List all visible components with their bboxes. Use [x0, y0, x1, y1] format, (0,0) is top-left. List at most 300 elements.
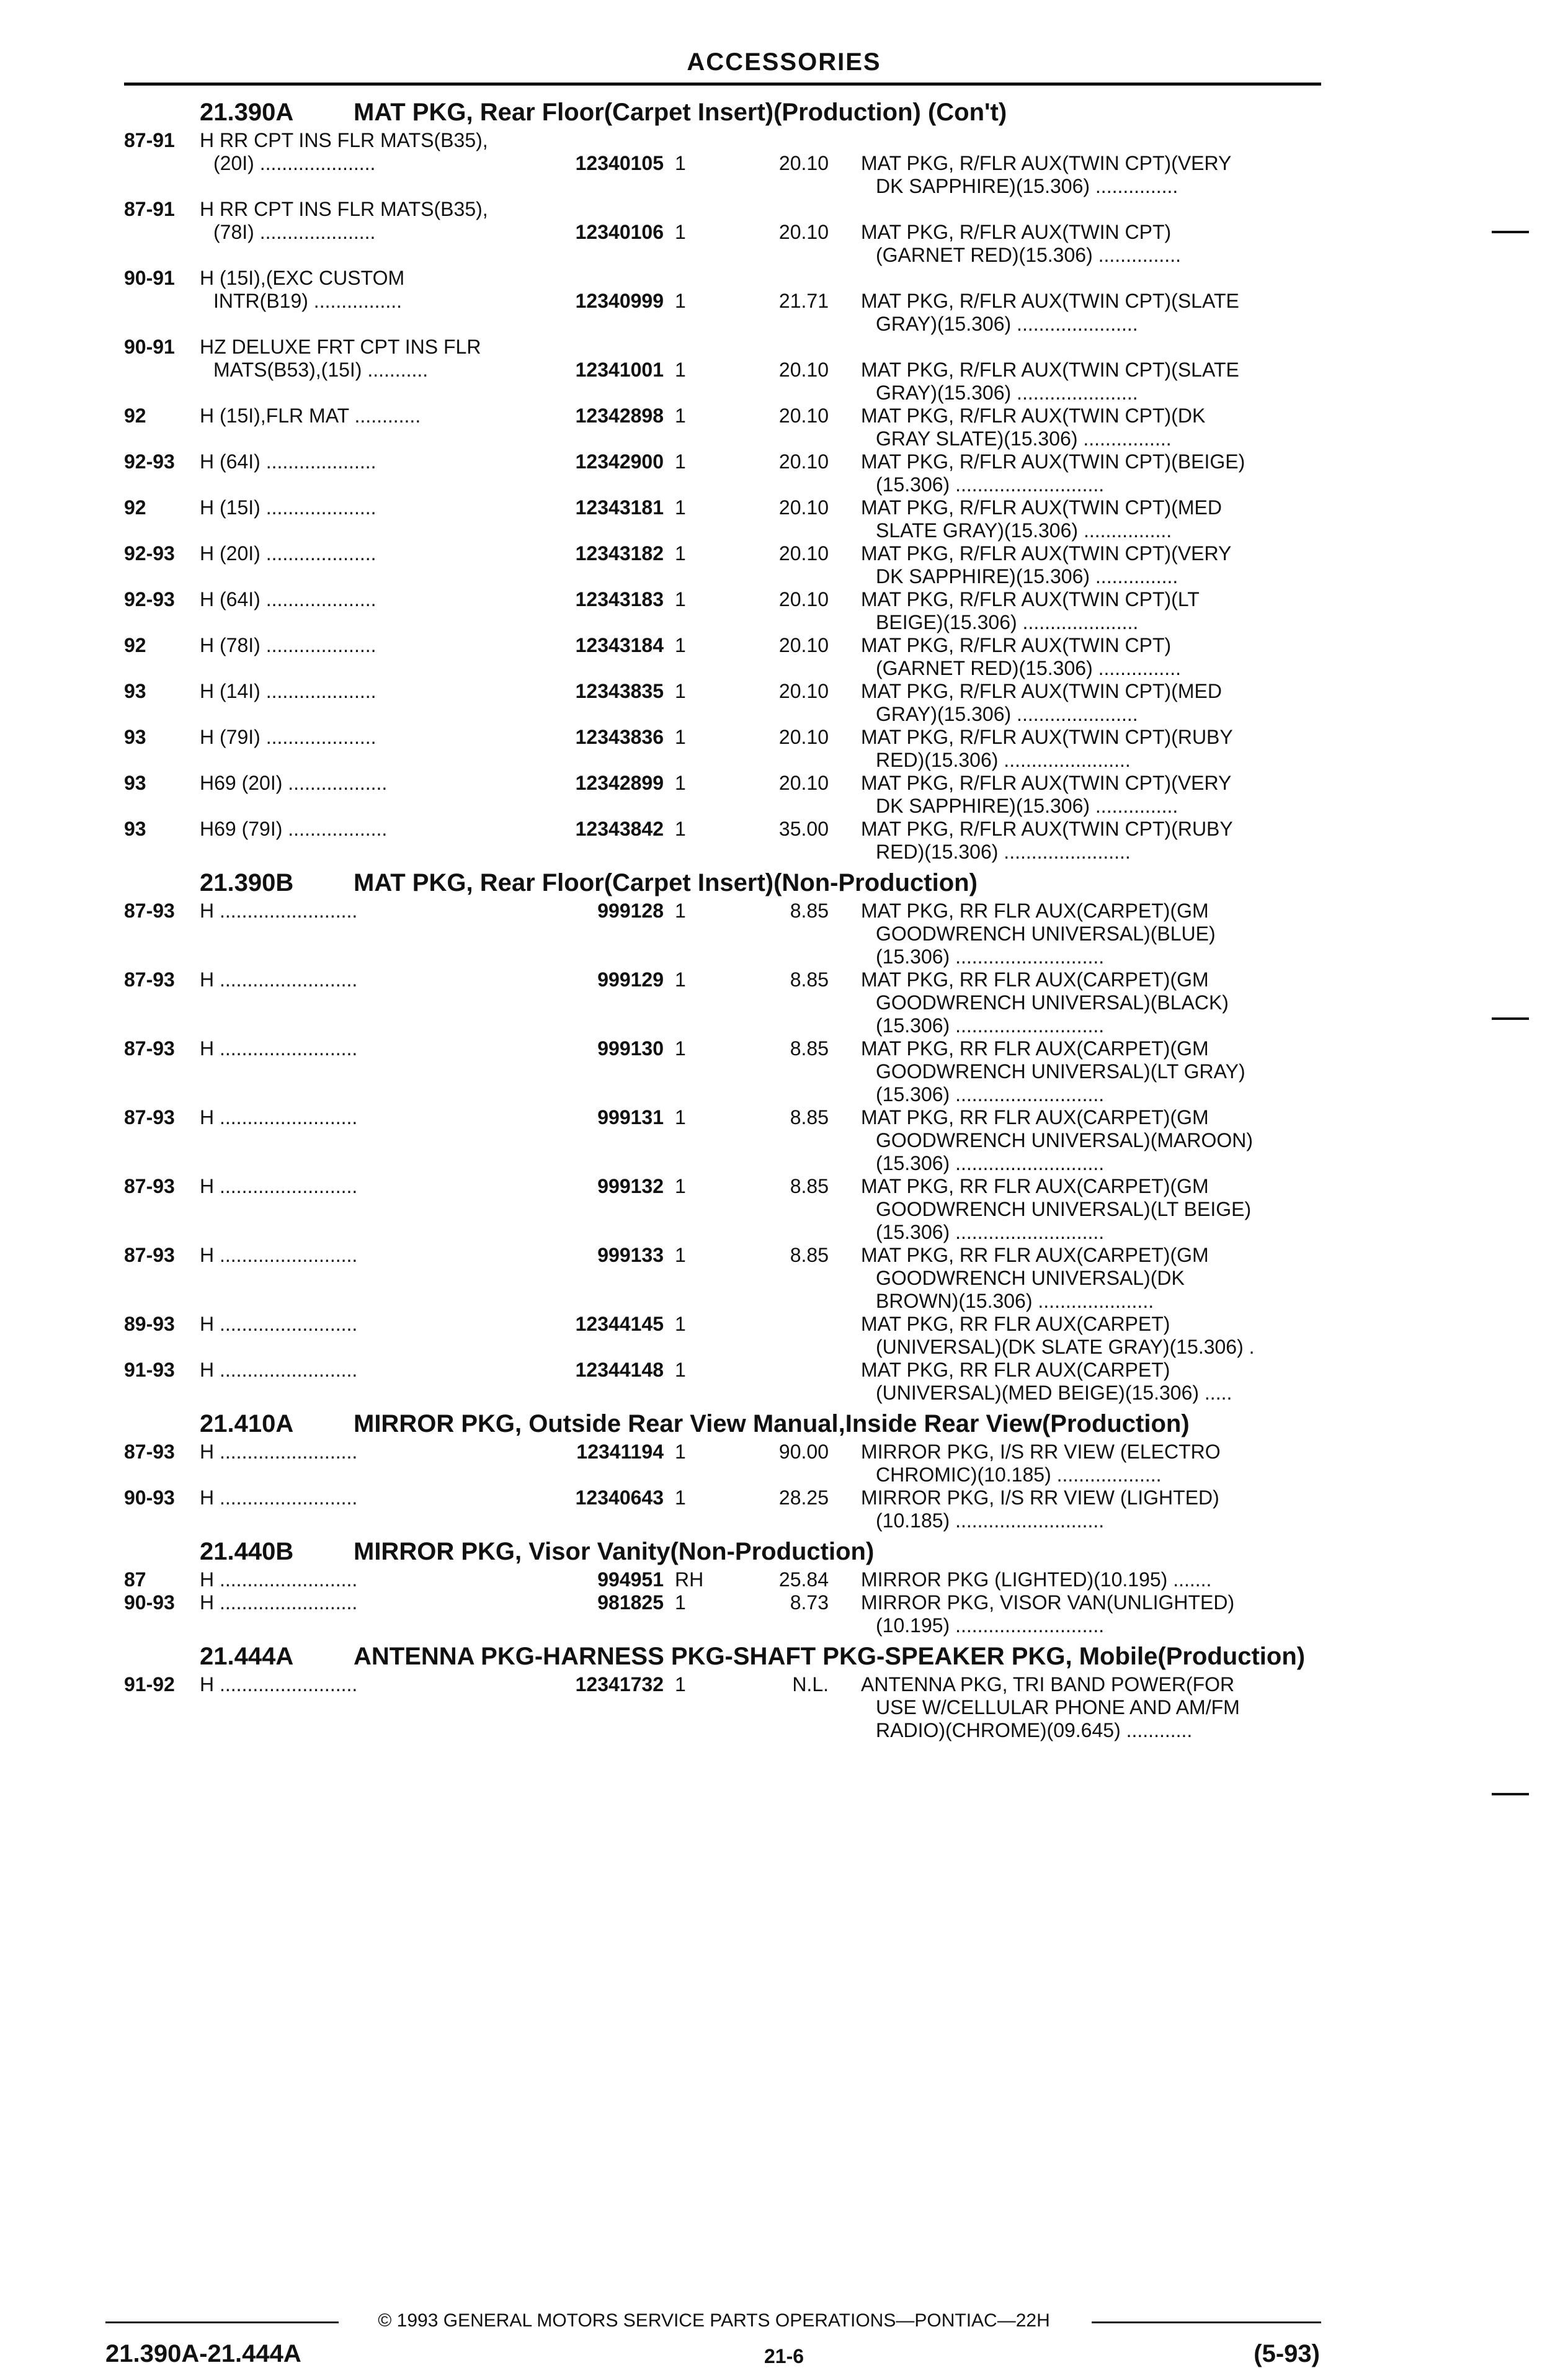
- list-price: 20.10: [778, 726, 829, 748]
- list-price: 8.85: [790, 900, 829, 922]
- part-name-line-2: (GARNET RED)(15.306) ...............: [876, 657, 1181, 679]
- part-name-line-1: MAT PKG, R/FLR AUX(TWIN CPT)(RUBY: [861, 726, 1233, 748]
- table-row: [0, 900, 1568, 968]
- quantity: 1: [675, 1591, 686, 1614]
- part-name-line-3: (15.306) ...........................: [876, 1083, 1105, 1106]
- part-name-line-2: (UNIVERSAL)(DK SLATE GRAY)(15.306) .: [876, 1336, 1255, 1358]
- part-name-line-1: MAT PKG, R/FLR AUX(TWIN CPT)(BEIGE): [861, 450, 1245, 473]
- part-name-line-1: MAT PKG, R/FLR AUX(TWIN CPT)(VERY: [861, 542, 1232, 565]
- list-price: 20.10: [778, 152, 829, 174]
- description-line-1: H RR CPT INS FLR MATS(B35),: [200, 129, 488, 151]
- quantity: 1: [675, 1244, 686, 1266]
- description-line-1: H .........................: [200, 1313, 358, 1335]
- part-name-line-2: GRAY SLATE)(15.306) ................: [876, 427, 1172, 450]
- part-name: [861, 1106, 1320, 1175]
- description-line-2: INTR(B19) ................: [213, 290, 403, 312]
- model-years: 87-91: [124, 198, 175, 220]
- part-name: [861, 1313, 1320, 1359]
- model-years: 93: [124, 772, 146, 794]
- quantity: 1: [675, 152, 686, 174]
- section-code: 21.390B: [200, 869, 294, 896]
- model-years: 90-91: [124, 336, 175, 358]
- table-row: [0, 1673, 1568, 1742]
- part-name-line-2: RED)(15.306) .......................: [876, 841, 1131, 863]
- section-header: [0, 1637, 1568, 1673]
- part-name-line-1: MAT PKG, R/FLR AUX(TWIN CPT)(SLATE: [861, 359, 1239, 381]
- part-number: 999128: [597, 900, 664, 922]
- margin-tick: [1492, 1793, 1529, 1795]
- part-name-line-2: (10.185) ...........................: [876, 1509, 1105, 1532]
- model-years: 90-93: [124, 1486, 175, 1509]
- list-price: 20.10: [778, 542, 829, 565]
- list-price: 28.25: [778, 1486, 829, 1509]
- part-number: 12340106: [575, 221, 664, 243]
- part-name-line-1: MAT PKG, RR FLR AUX(CARPET)(GM: [861, 1244, 1209, 1266]
- quantity: 1: [675, 900, 686, 922]
- part-name: [861, 680, 1320, 726]
- part-number: 12342899: [575, 772, 664, 794]
- list-price: 8.85: [790, 1037, 829, 1060]
- list-price: 20.10: [778, 634, 829, 656]
- section-title: MIRROR PKG, Visor Vanity(Non-Production): [354, 1538, 875, 1565]
- description-line-1: H RR CPT INS FLR MATS(B35),: [200, 198, 488, 220]
- model-years: 93: [124, 818, 146, 840]
- quantity: 1: [675, 290, 686, 312]
- list-price: 25.84: [778, 1568, 829, 1591]
- footer-page-number: 21-6: [764, 2345, 804, 2367]
- part-number: 12340105: [575, 152, 664, 174]
- section-header: [0, 1532, 1568, 1568]
- description: [200, 129, 535, 175]
- part-name: [861, 1037, 1320, 1106]
- description-line-1: H .........................: [200, 1591, 358, 1614]
- description-line-1: H (15I),(EXC CUSTOM: [200, 267, 405, 289]
- part-name-line-1: MAT PKG, R/FLR AUX(TWIN CPT)(LT: [861, 588, 1200, 610]
- description-line-1: H69 (20I) ..................: [200, 772, 388, 794]
- part-name: [861, 1441, 1320, 1486]
- description-line-1: H (15I),FLR MAT ............: [200, 404, 421, 427]
- table-row: [0, 1591, 1568, 1637]
- description-line-1: H .........................: [200, 1359, 358, 1381]
- part-name: [861, 900, 1320, 968]
- description-line-1: H .........................: [200, 1244, 358, 1266]
- description: [200, 680, 535, 703]
- description-line-2: (78I) .....................: [213, 221, 376, 243]
- part-name: [861, 152, 1320, 198]
- list-price: 20.10: [778, 404, 829, 427]
- part-number: 12342900: [575, 450, 664, 473]
- section-code: 21.390A: [200, 99, 294, 126]
- quantity: 1: [675, 542, 686, 565]
- description-line-1: H .........................: [200, 1673, 358, 1696]
- part-name: [861, 1359, 1320, 1405]
- part-name: [861, 542, 1320, 588]
- part-name-line-1: MAT PKG, RR FLR AUX(CARPET): [861, 1313, 1170, 1335]
- part-name: [861, 726, 1320, 772]
- table-row: [0, 1313, 1568, 1359]
- part-name-line-1: MAT PKG, RR FLR AUX(CARPET)(GM: [861, 1037, 1209, 1060]
- part-number: 12343835: [575, 680, 664, 702]
- list-price: 8.73: [790, 1591, 829, 1614]
- description: [200, 450, 535, 473]
- part-name-line-3: (15.306) ...........................: [876, 1221, 1105, 1243]
- part-name: [861, 1673, 1320, 1742]
- footer-rule-left: [105, 2321, 339, 2323]
- model-years: 93: [124, 726, 146, 748]
- description-line-1: H .........................: [200, 968, 358, 991]
- table-row: [0, 1441, 1568, 1486]
- part-name-line-2: (10.195) ...........................: [876, 1614, 1105, 1637]
- part-name: [861, 588, 1320, 634]
- section-title: MAT PKG, Rear Floor(Carpet Insert)(Non-Production): [354, 869, 978, 896]
- part-number: 12343184: [575, 634, 664, 656]
- list-price: 20.10: [778, 496, 829, 519]
- description-line-1: H (79I) ....................: [200, 726, 376, 748]
- description-line-1: H (20I) ....................: [200, 542, 376, 565]
- part-number: 999130: [597, 1037, 664, 1060]
- table-row: [0, 404, 1568, 450]
- part-name-line-1: MAT PKG, R/FLR AUX(TWIN CPT): [861, 221, 1172, 243]
- list-price: 20.10: [778, 450, 829, 473]
- section-2: [0, 1405, 1568, 1532]
- list-price: 8.85: [790, 1244, 829, 1266]
- part-name-line-1: MAT PKG, R/FLR AUX(TWIN CPT)(VERY: [861, 152, 1232, 174]
- model-years: 87-93: [124, 968, 175, 991]
- part-number: 12340999: [575, 290, 664, 312]
- table-row: [0, 1568, 1568, 1591]
- footer-rule-right: [1092, 2321, 1321, 2323]
- catalog-sections: [0, 93, 1568, 1742]
- part-name-line-1: MAT PKG, RR FLR AUX(CARPET)(GM: [861, 968, 1209, 991]
- margin-tick: [1492, 231, 1529, 233]
- section-code: 21.444A: [200, 1643, 294, 1670]
- description: [200, 542, 535, 565]
- part-name: [861, 221, 1320, 267]
- description-line-2: (20I) .....................: [213, 152, 376, 174]
- part-number: 994951: [597, 1568, 664, 1591]
- part-number: 12344145: [575, 1313, 664, 1335]
- model-years: 92: [124, 634, 146, 656]
- part-name-line-3: RADIO)(CHROME)(09.645) ............: [876, 1719, 1193, 1741]
- part-name: [861, 968, 1320, 1037]
- table-row: [0, 198, 1568, 267]
- quantity: 1: [675, 450, 686, 473]
- model-years: 89-93: [124, 1313, 175, 1335]
- model-years: 87-93: [124, 1441, 175, 1463]
- section-header: [0, 1405, 1568, 1441]
- description: [200, 404, 535, 427]
- model-years: 92: [124, 404, 146, 427]
- model-years: 90-91: [124, 267, 175, 289]
- part-name-line-2: CHROMIC)(10.185) ...................: [876, 1463, 1162, 1486]
- description-line-1: H .........................: [200, 1441, 358, 1463]
- part-name-line-2: GRAY)(15.306) ......................: [876, 382, 1138, 404]
- description: [200, 818, 535, 841]
- list-price: 8.85: [790, 1106, 829, 1128]
- part-name-line-2: GOODWRENCH UNIVERSAL)(LT BEIGE): [876, 1198, 1252, 1220]
- table-row: [0, 968, 1568, 1037]
- table-row: [0, 726, 1568, 772]
- top-rule: [124, 83, 1321, 86]
- list-price: N.L.: [792, 1673, 829, 1696]
- description: [200, 968, 535, 991]
- model-years: 92-93: [124, 450, 175, 473]
- description-line-1: H (78I) ....................: [200, 634, 376, 656]
- quantity: 1: [675, 1359, 686, 1381]
- model-years: 87-93: [124, 900, 175, 922]
- quantity: RH: [675, 1568, 704, 1591]
- part-name-line-2: BEIGE)(15.306) .....................: [876, 611, 1139, 633]
- table-row: [0, 496, 1568, 542]
- part-name-line-1: MAT PKG, R/FLR AUX(TWIN CPT)(MED: [861, 680, 1222, 702]
- page-title: ACCESSORIES: [687, 48, 881, 76]
- quantity: 1: [675, 221, 686, 243]
- model-years: 92-93: [124, 588, 175, 610]
- part-name: [861, 772, 1320, 818]
- description: [200, 198, 535, 244]
- quantity: 1: [675, 1175, 686, 1197]
- model-years: 91-93: [124, 1359, 175, 1381]
- description-line-1: H .........................: [200, 1175, 358, 1197]
- part-name-line-3: (15.306) ...........................: [876, 1152, 1105, 1174]
- section-0: [0, 93, 1568, 864]
- list-price: 35.00: [778, 818, 829, 840]
- model-years: 92-93: [124, 542, 175, 565]
- part-name-line-3: (15.306) ...........................: [876, 1014, 1105, 1037]
- part-name: [861, 1568, 1320, 1591]
- description-line-1: H (14I) ....................: [200, 680, 376, 702]
- part-number: 999129: [597, 968, 664, 991]
- quantity: 1: [675, 1037, 686, 1060]
- part-name-line-2: USE W/CELLULAR PHONE AND AM/FM: [876, 1696, 1240, 1718]
- footer-date: (5-93): [1254, 2340, 1320, 2367]
- description-line-1: H .........................: [200, 1106, 358, 1128]
- description: [200, 267, 535, 313]
- part-name-line-1: MIRROR PKG, I/S RR VIEW (ELECTRO: [861, 1441, 1221, 1463]
- quantity: 1: [675, 1106, 686, 1128]
- description-line-2: MATS(B53),(15I) ...........: [213, 359, 429, 381]
- part-name: [861, 1244, 1320, 1313]
- list-price: 90.00: [778, 1441, 829, 1463]
- model-years: 93: [124, 680, 146, 702]
- table-row: [0, 267, 1568, 336]
- section-title: ANTENNA PKG-HARNESS PKG-SHAFT PKG-SPEAKER PKG, Mobile(Production): [354, 1643, 1306, 1670]
- table-row: [0, 818, 1568, 864]
- description: [200, 1244, 535, 1267]
- section-code: 21.440B: [200, 1538, 294, 1565]
- part-name: [861, 1591, 1320, 1637]
- part-number: 12340643: [575, 1486, 664, 1509]
- part-name-line-1: MAT PKG, R/FLR AUX(TWIN CPT)(DK: [861, 404, 1206, 427]
- description-line-1: H .........................: [200, 1486, 358, 1509]
- description: [200, 1591, 535, 1614]
- part-name: [861, 290, 1320, 336]
- quantity: 1: [675, 680, 686, 702]
- part-name-line-2: GRAY)(15.306) ......................: [876, 703, 1138, 725]
- part-number: 999131: [597, 1106, 664, 1128]
- part-name-line-3: (15.306) ...........................: [876, 945, 1105, 968]
- description: [200, 1486, 535, 1509]
- part-name-line-1: MAT PKG, R/FLR AUX(TWIN CPT)(RUBY: [861, 818, 1233, 840]
- description: [200, 1106, 535, 1129]
- model-years: 87-93: [124, 1175, 175, 1197]
- section-1: [0, 864, 1568, 1405]
- quantity: 1: [675, 1313, 686, 1335]
- part-name-line-1: MAT PKG, RR FLR AUX(CARPET)(GM: [861, 1175, 1209, 1197]
- part-name-line-2: GOODWRENCH UNIVERSAL)(DK: [876, 1267, 1185, 1289]
- description: [200, 1037, 535, 1060]
- table-row: [0, 680, 1568, 726]
- list-price: 8.85: [790, 1175, 829, 1197]
- part-number: 12343842: [575, 818, 664, 840]
- table-row: [0, 1486, 1568, 1532]
- table-row: [0, 772, 1568, 818]
- quantity: 1: [675, 726, 686, 748]
- table-row: [0, 1175, 1568, 1244]
- part-name: [861, 818, 1320, 864]
- description-line-1: HZ DELUXE FRT CPT INS FLR: [200, 336, 481, 358]
- part-name-line-2: GRAY)(15.306) ......................: [876, 313, 1138, 335]
- quantity: 1: [675, 496, 686, 519]
- part-number: 12341001: [575, 359, 664, 381]
- part-name-line-2: DK SAPPHIRE)(15.306) ...............: [876, 795, 1178, 817]
- table-row: [0, 634, 1568, 680]
- description: [200, 726, 535, 749]
- part-name: [861, 1486, 1320, 1532]
- description: [200, 496, 535, 519]
- table-row: [0, 1106, 1568, 1175]
- part-number: 12343181: [575, 496, 664, 519]
- table-row: [0, 1244, 1568, 1313]
- table-row: [0, 1359, 1568, 1405]
- part-name-line-1: MAT PKG, RR FLR AUX(CARPET): [861, 1359, 1170, 1381]
- list-price: 20.10: [778, 221, 829, 243]
- section-code: 21.410A: [200, 1410, 294, 1437]
- quantity: 1: [675, 359, 686, 381]
- part-name-line-2: GOODWRENCH UNIVERSAL)(BLUE): [876, 923, 1216, 945]
- part-name-line-2: (GARNET RED)(15.306) ...............: [876, 244, 1181, 266]
- description: [200, 1673, 535, 1696]
- section-4: [0, 1637, 1568, 1742]
- quantity: 1: [675, 1441, 686, 1463]
- part-number: 12343836: [575, 726, 664, 748]
- section-title: MAT PKG, Rear Floor(Carpet Insert)(Production) (Con't): [354, 99, 1007, 126]
- list-price: 21.71: [778, 290, 829, 312]
- part-number: 12341194: [576, 1441, 664, 1463]
- part-name-line-2: DK SAPPHIRE)(15.306) ...............: [876, 565, 1178, 588]
- table-row: [0, 542, 1568, 588]
- footer-section-range: 21.390A-21.444A: [105, 2340, 301, 2367]
- part-name-line-1: MAT PKG, R/FLR AUX(TWIN CPT): [861, 634, 1172, 656]
- list-price: 8.85: [790, 968, 829, 991]
- model-years: 87: [124, 1568, 146, 1591]
- description: [200, 1568, 535, 1591]
- table-row: [0, 1037, 1568, 1106]
- part-name-line-1: MAT PKG, R/FLR AUX(TWIN CPT)(VERY: [861, 772, 1232, 794]
- quantity: 1: [675, 634, 686, 656]
- part-number: 12343182: [575, 542, 664, 565]
- part-name-line-1: MAT PKG, RR FLR AUX(CARPET)(GM: [861, 900, 1209, 922]
- margin-tick: [1492, 1017, 1529, 1020]
- description: [200, 1175, 535, 1198]
- part-number: 12343183: [575, 588, 664, 610]
- part-number: 999133: [597, 1244, 664, 1266]
- description: [200, 1359, 535, 1382]
- model-years: 90-93: [124, 1591, 175, 1614]
- table-row: [0, 336, 1568, 404]
- part-name: [861, 496, 1320, 542]
- description-line-1: H69 (79I) ..................: [200, 818, 388, 840]
- part-name-line-2: GOODWRENCH UNIVERSAL)(LT GRAY): [876, 1060, 1245, 1083]
- section-3: [0, 1532, 1568, 1637]
- model-years: 87-93: [124, 1106, 175, 1128]
- part-name-line-2: (UNIVERSAL)(MED BEIGE)(15.306) .....: [876, 1382, 1232, 1404]
- list-price: 20.10: [778, 772, 829, 794]
- quantity: 1: [675, 588, 686, 610]
- description: [200, 772, 535, 795]
- part-number: 999132: [597, 1175, 664, 1197]
- description-line-1: H (64I) ....................: [200, 588, 376, 610]
- part-name-line-2: RED)(15.306) .......................: [876, 749, 1131, 771]
- section-header: [0, 864, 1568, 900]
- part-name-line-2: SLATE GRAY)(15.306) ................: [876, 519, 1172, 542]
- part-number: 12344148: [575, 1359, 664, 1381]
- part-number: 12342898: [575, 404, 664, 427]
- part-name-line-3: BROWN)(15.306) .....................: [876, 1290, 1154, 1312]
- list-price: 20.10: [778, 359, 829, 381]
- description: [200, 1313, 535, 1336]
- part-name-line-1: MAT PKG, RR FLR AUX(CARPET)(GM: [861, 1106, 1209, 1128]
- part-name-line-2: GOODWRENCH UNIVERSAL)(BLACK): [876, 991, 1229, 1014]
- model-years: 91-92: [124, 1673, 175, 1696]
- description: [200, 588, 535, 611]
- quantity: 1: [675, 404, 686, 427]
- model-years: 87-93: [124, 1244, 175, 1266]
- description-line-1: H (15I) ....................: [200, 496, 376, 519]
- part-number: 12341732: [575, 1673, 664, 1696]
- description-line-1: H .........................: [200, 900, 358, 922]
- part-name: [861, 634, 1320, 680]
- quantity: 1: [675, 818, 686, 840]
- part-name-line-1: MIRROR PKG, I/S RR VIEW (LIGHTED): [861, 1486, 1219, 1509]
- description-line-1: H .........................: [200, 1568, 358, 1591]
- part-name-line-1: MIRROR PKG, VISOR VAN(UNLIGHTED): [861, 1591, 1235, 1614]
- part-name-line-2: (15.306) ...........................: [876, 473, 1105, 496]
- model-years: 92: [124, 496, 146, 519]
- part-name-line-1: MIRROR PKG (LIGHTED)(10.195) .......: [861, 1568, 1212, 1591]
- quantity: 1: [675, 772, 686, 794]
- description: [200, 900, 535, 923]
- section-title: MIRROR PKG, Outside Rear View Manual,Inside Rear View(Production): [354, 1410, 1190, 1437]
- table-row: [0, 450, 1568, 496]
- description-line-1: H (64I) ....................: [200, 450, 376, 473]
- model-years: 87-91: [124, 129, 175, 151]
- table-row: [0, 588, 1568, 634]
- quantity: 1: [675, 1486, 686, 1509]
- part-name-line-1: MAT PKG, R/FLR AUX(TWIN CPT)(SLATE: [861, 290, 1239, 312]
- model-years: 87-93: [124, 1037, 175, 1060]
- description: [200, 336, 535, 382]
- part-name-line-2: DK SAPPHIRE)(15.306) ...............: [876, 175, 1178, 197]
- part-name-line-1: ANTENNA PKG, TRI BAND POWER(FOR: [861, 1673, 1235, 1696]
- quantity: 1: [675, 968, 686, 991]
- section-header: [0, 93, 1568, 129]
- footer-copyright: © 1993 GENERAL MOTORS SERVICE PARTS OPERATIONS—PONTIAC—22H: [378, 2310, 1050, 2331]
- part-name-line-2: GOODWRENCH UNIVERSAL)(MAROON): [876, 1129, 1254, 1151]
- part-name: [861, 1175, 1320, 1244]
- part-name: [861, 404, 1320, 450]
- description: [200, 1441, 535, 1463]
